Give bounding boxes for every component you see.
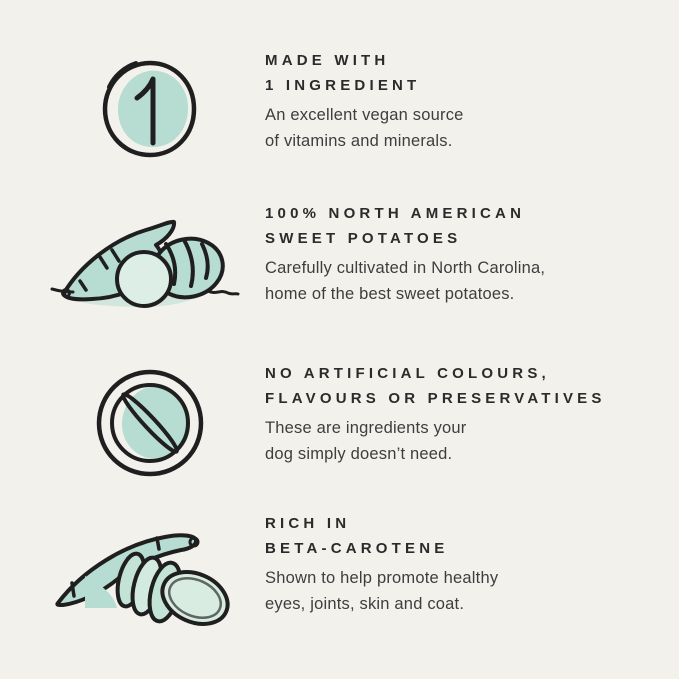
heading-line: BETA-CAROTENE	[265, 540, 449, 557]
body-line: Carefully cultivated in North Carolina,	[265, 259, 546, 277]
feature-body	[265, 102, 464, 154]
body-line: eyes, joints, skin and coat.	[265, 595, 465, 613]
heading-line: SWEET POTATOES	[265, 230, 462, 247]
heading-line: 100% NORTH AMERICAN	[265, 205, 526, 222]
body-line: of vitamins and minerals.	[265, 132, 453, 150]
heading-line: 1 INGREDIENT	[265, 77, 421, 94]
feature-heading	[265, 361, 606, 411]
no-sign-icon	[94, 367, 206, 479]
body-line: home of the best sweet potatoes.	[265, 285, 515, 303]
feature-section-3	[265, 361, 606, 467]
feature-heading	[265, 201, 545, 251]
body-line: dog simply doesn’t need.	[265, 445, 453, 463]
feature-section-1	[265, 48, 464, 154]
body-line: An excellent vegan source	[265, 106, 464, 124]
feature-body	[265, 415, 606, 467]
body-line: Shown to help promote healthy	[265, 569, 499, 587]
heading-line: NO ARTIFICIAL COLOURS,	[265, 365, 550, 382]
sweet-potatoes-icon	[50, 202, 240, 317]
feature-section-4	[265, 511, 498, 617]
sliced-sweet-potato-icon	[45, 506, 237, 628]
body-line: These are ingredients your	[265, 419, 467, 437]
feature-heading	[265, 511, 498, 561]
heading-line: RICH IN	[265, 515, 351, 532]
heading-line: MADE WITH	[265, 52, 390, 69]
feature-section-2	[265, 201, 545, 307]
heading-line: FLAVOURS OR PRESERVATIVES	[265, 390, 606, 407]
number-one-circle-icon	[100, 57, 200, 162]
feature-body	[265, 565, 498, 617]
feature-heading	[265, 48, 464, 98]
feature-body	[265, 255, 545, 307]
